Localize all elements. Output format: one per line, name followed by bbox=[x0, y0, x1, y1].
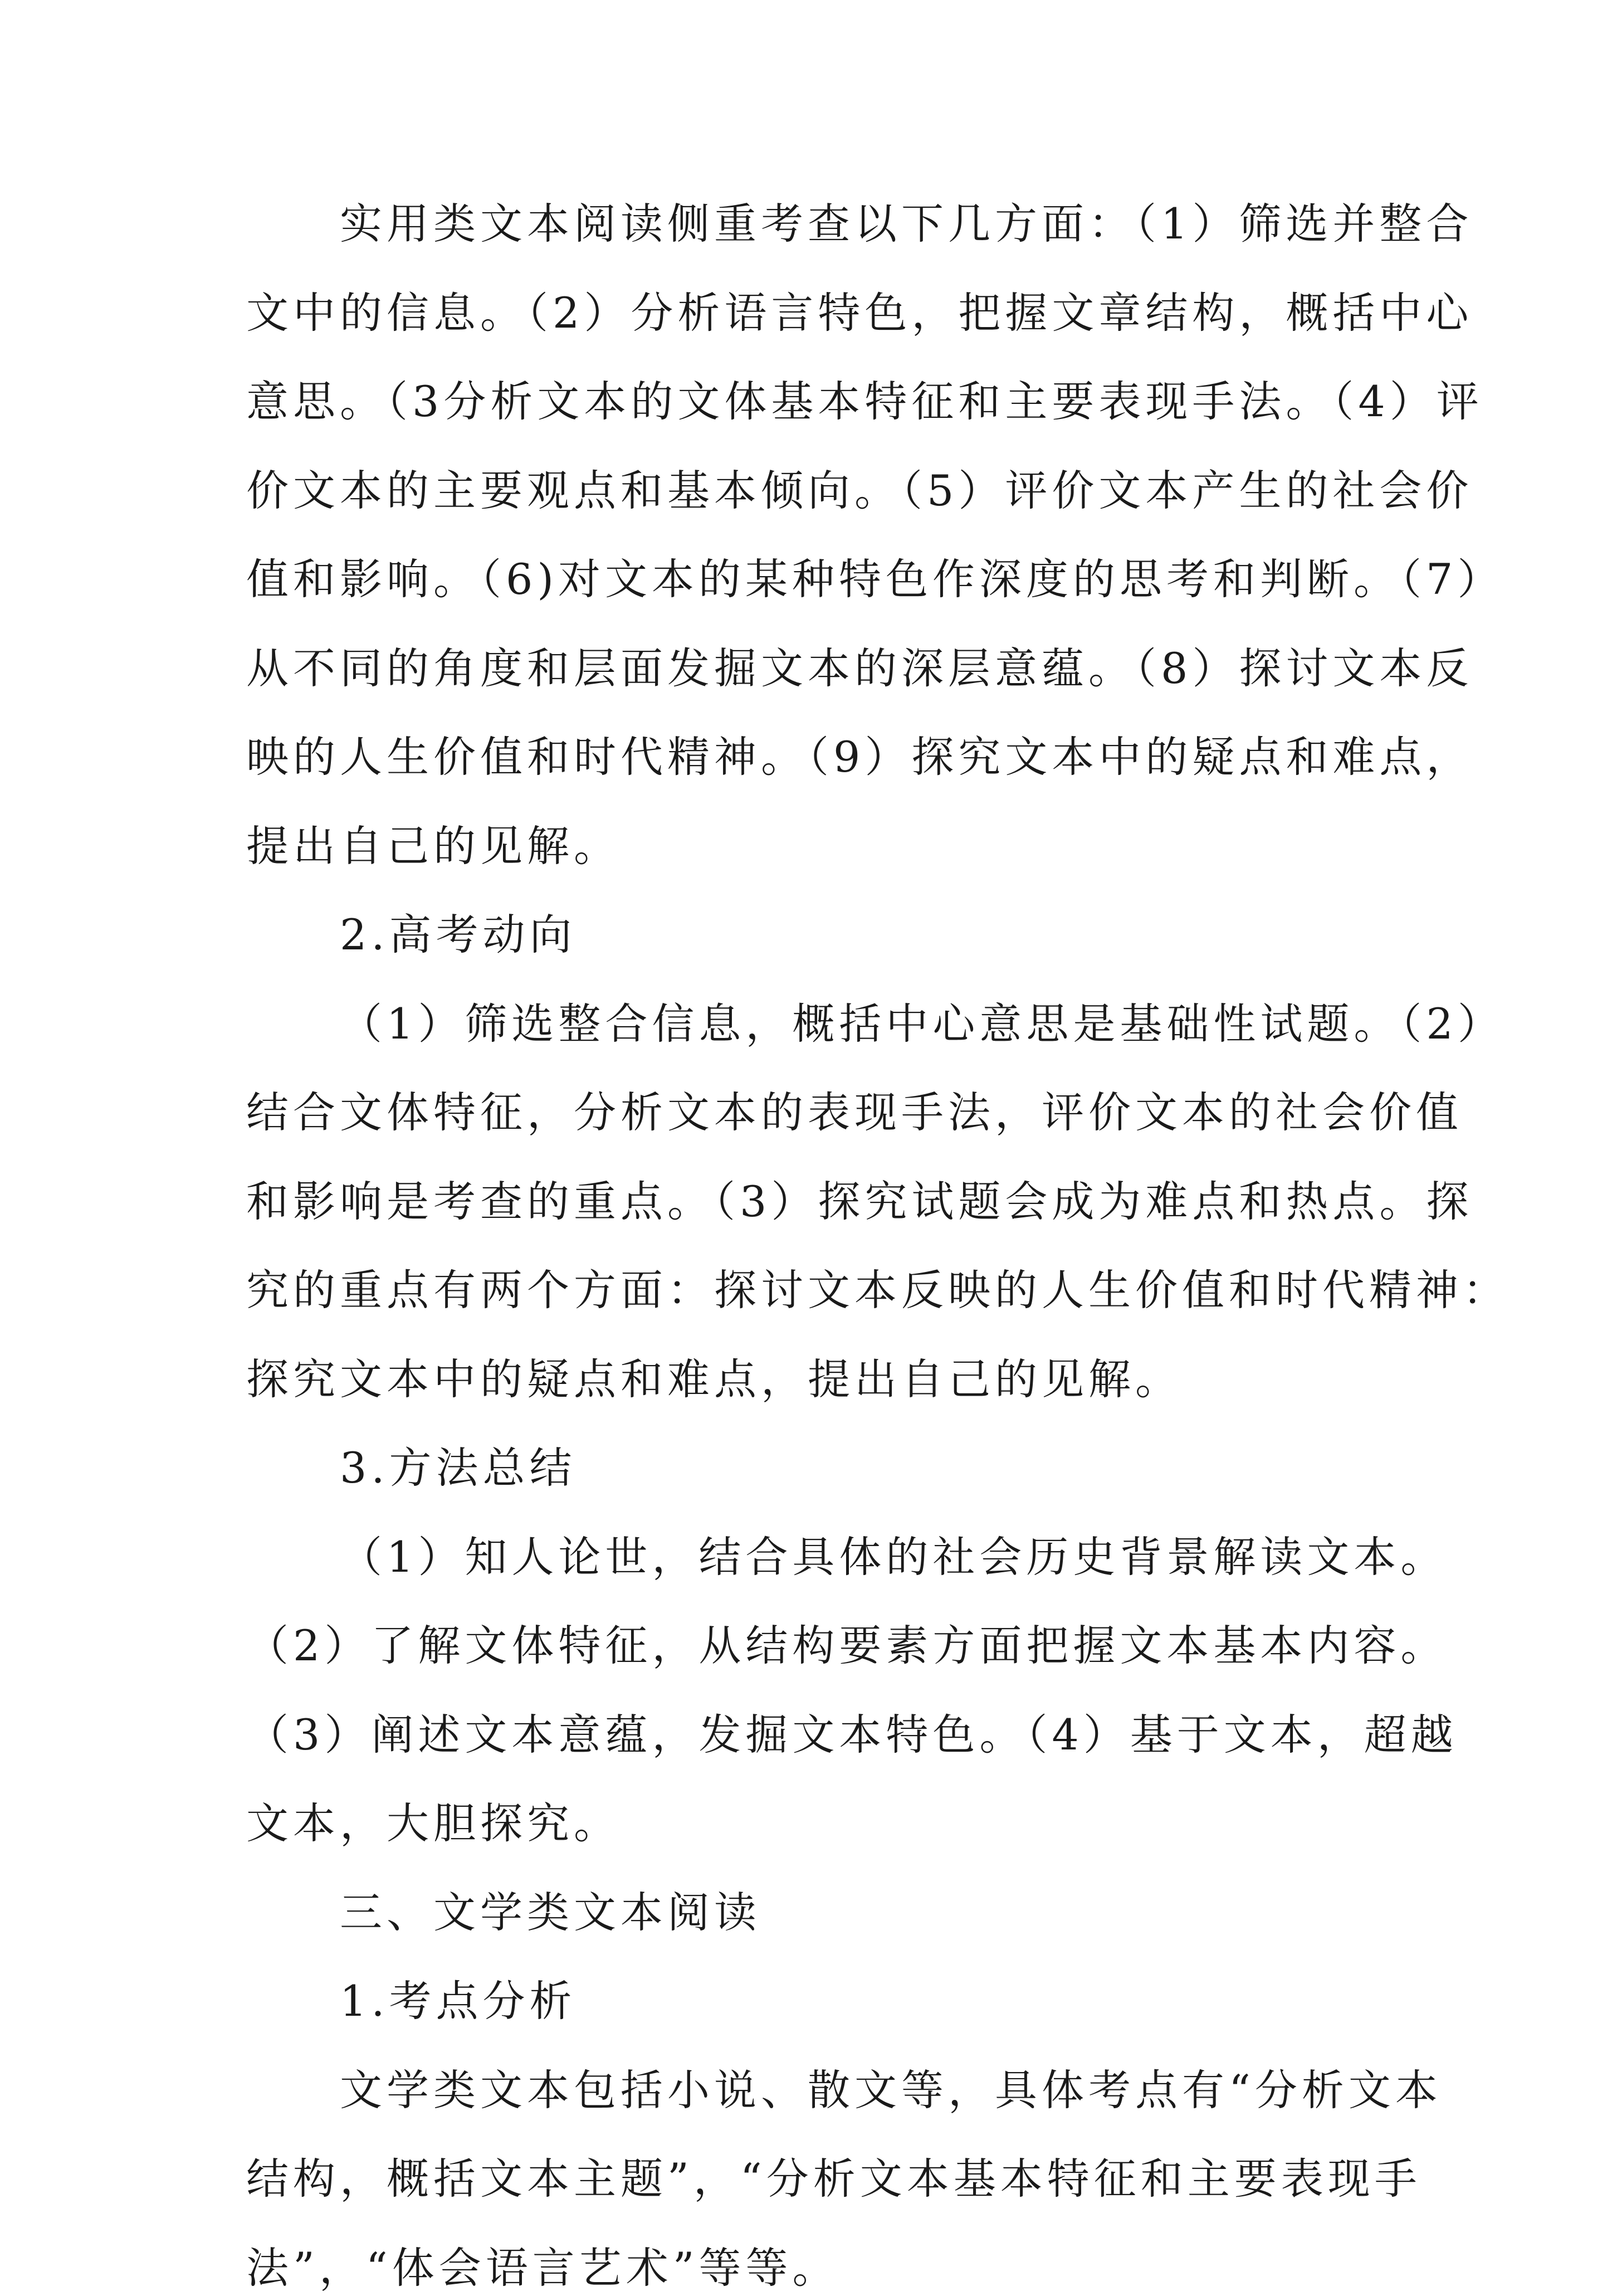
text-line: 究的重点有两个方面：探讨文本反映的人生价值和时代精神： bbox=[246, 1265, 1510, 1315]
text-line: 探究文本中的疑点和难点，提出自己的见解。 bbox=[246, 1354, 1182, 1404]
text-line: （1）知人论世，结合具体的社会历史背景解读文本。 bbox=[340, 1532, 1448, 1582]
text-line: 结合文体特征，分析文本的表现手法，评价文本的社会价值 bbox=[246, 1088, 1463, 1137]
text-line: 实用类文本阅读侧重考查以下几方面：（1）筛选并整合 bbox=[340, 199, 1473, 248]
text-line: 结构，概括文本主题”，“分析文本基本特征和主要表现手 bbox=[246, 2154, 1422, 2204]
text-line: 法”，“体会语言艺术”等等。 bbox=[246, 2243, 839, 2293]
section-heading: 1.考点分析 bbox=[340, 1976, 577, 2026]
section-heading: 2.高考动向 bbox=[340, 910, 577, 959]
text-line: 文中的信息。（2）分析语言特色，把握文章结构，概括中心 bbox=[246, 288, 1473, 338]
text-line: 文本，大胆探究。 bbox=[246, 1798, 621, 1848]
text-line: 价文本的主要观点和基本倾向。（5）评价文本产生的社会价 bbox=[246, 466, 1473, 515]
text-line: 从不同的角度和层面发掘文本的深层意蕴。（8）探讨文本反 bbox=[246, 644, 1473, 693]
section-heading: 3.方法总结 bbox=[340, 1443, 577, 1493]
text-line: 意思。（3分析文本的文体基本特征和主要表现手法。（4）评 bbox=[246, 377, 1483, 426]
text-line: 和影响是考查的重点。（3）探究试题会成为难点和热点。探 bbox=[246, 1177, 1473, 1226]
section-heading: 三、文学类文本阅读 bbox=[340, 1888, 761, 1937]
text-line: 映的人生价值和时代精神。（9）探究文本中的疑点和难点， bbox=[246, 732, 1473, 782]
text-line: 文学类文本包括小说、散文等，具体考点有“分析文本 bbox=[340, 2065, 1442, 2115]
text-line: （2）了解文体特征，从结构要素方面把握文本基本内容。 bbox=[246, 1621, 1448, 1670]
text-line: 值和影响。（6)对文本的某种特色作深度的思考和判断。（7） bbox=[246, 554, 1504, 604]
text-line: （1）筛选整合信息，概括中心意思是基础性试题。（2） bbox=[340, 999, 1504, 1049]
text-line: （3）阐述文本意蕴，发掘文本特色。（4）基于文本，超越 bbox=[246, 1710, 1458, 1759]
text-line: 提出自己的见解。 bbox=[246, 821, 621, 871]
